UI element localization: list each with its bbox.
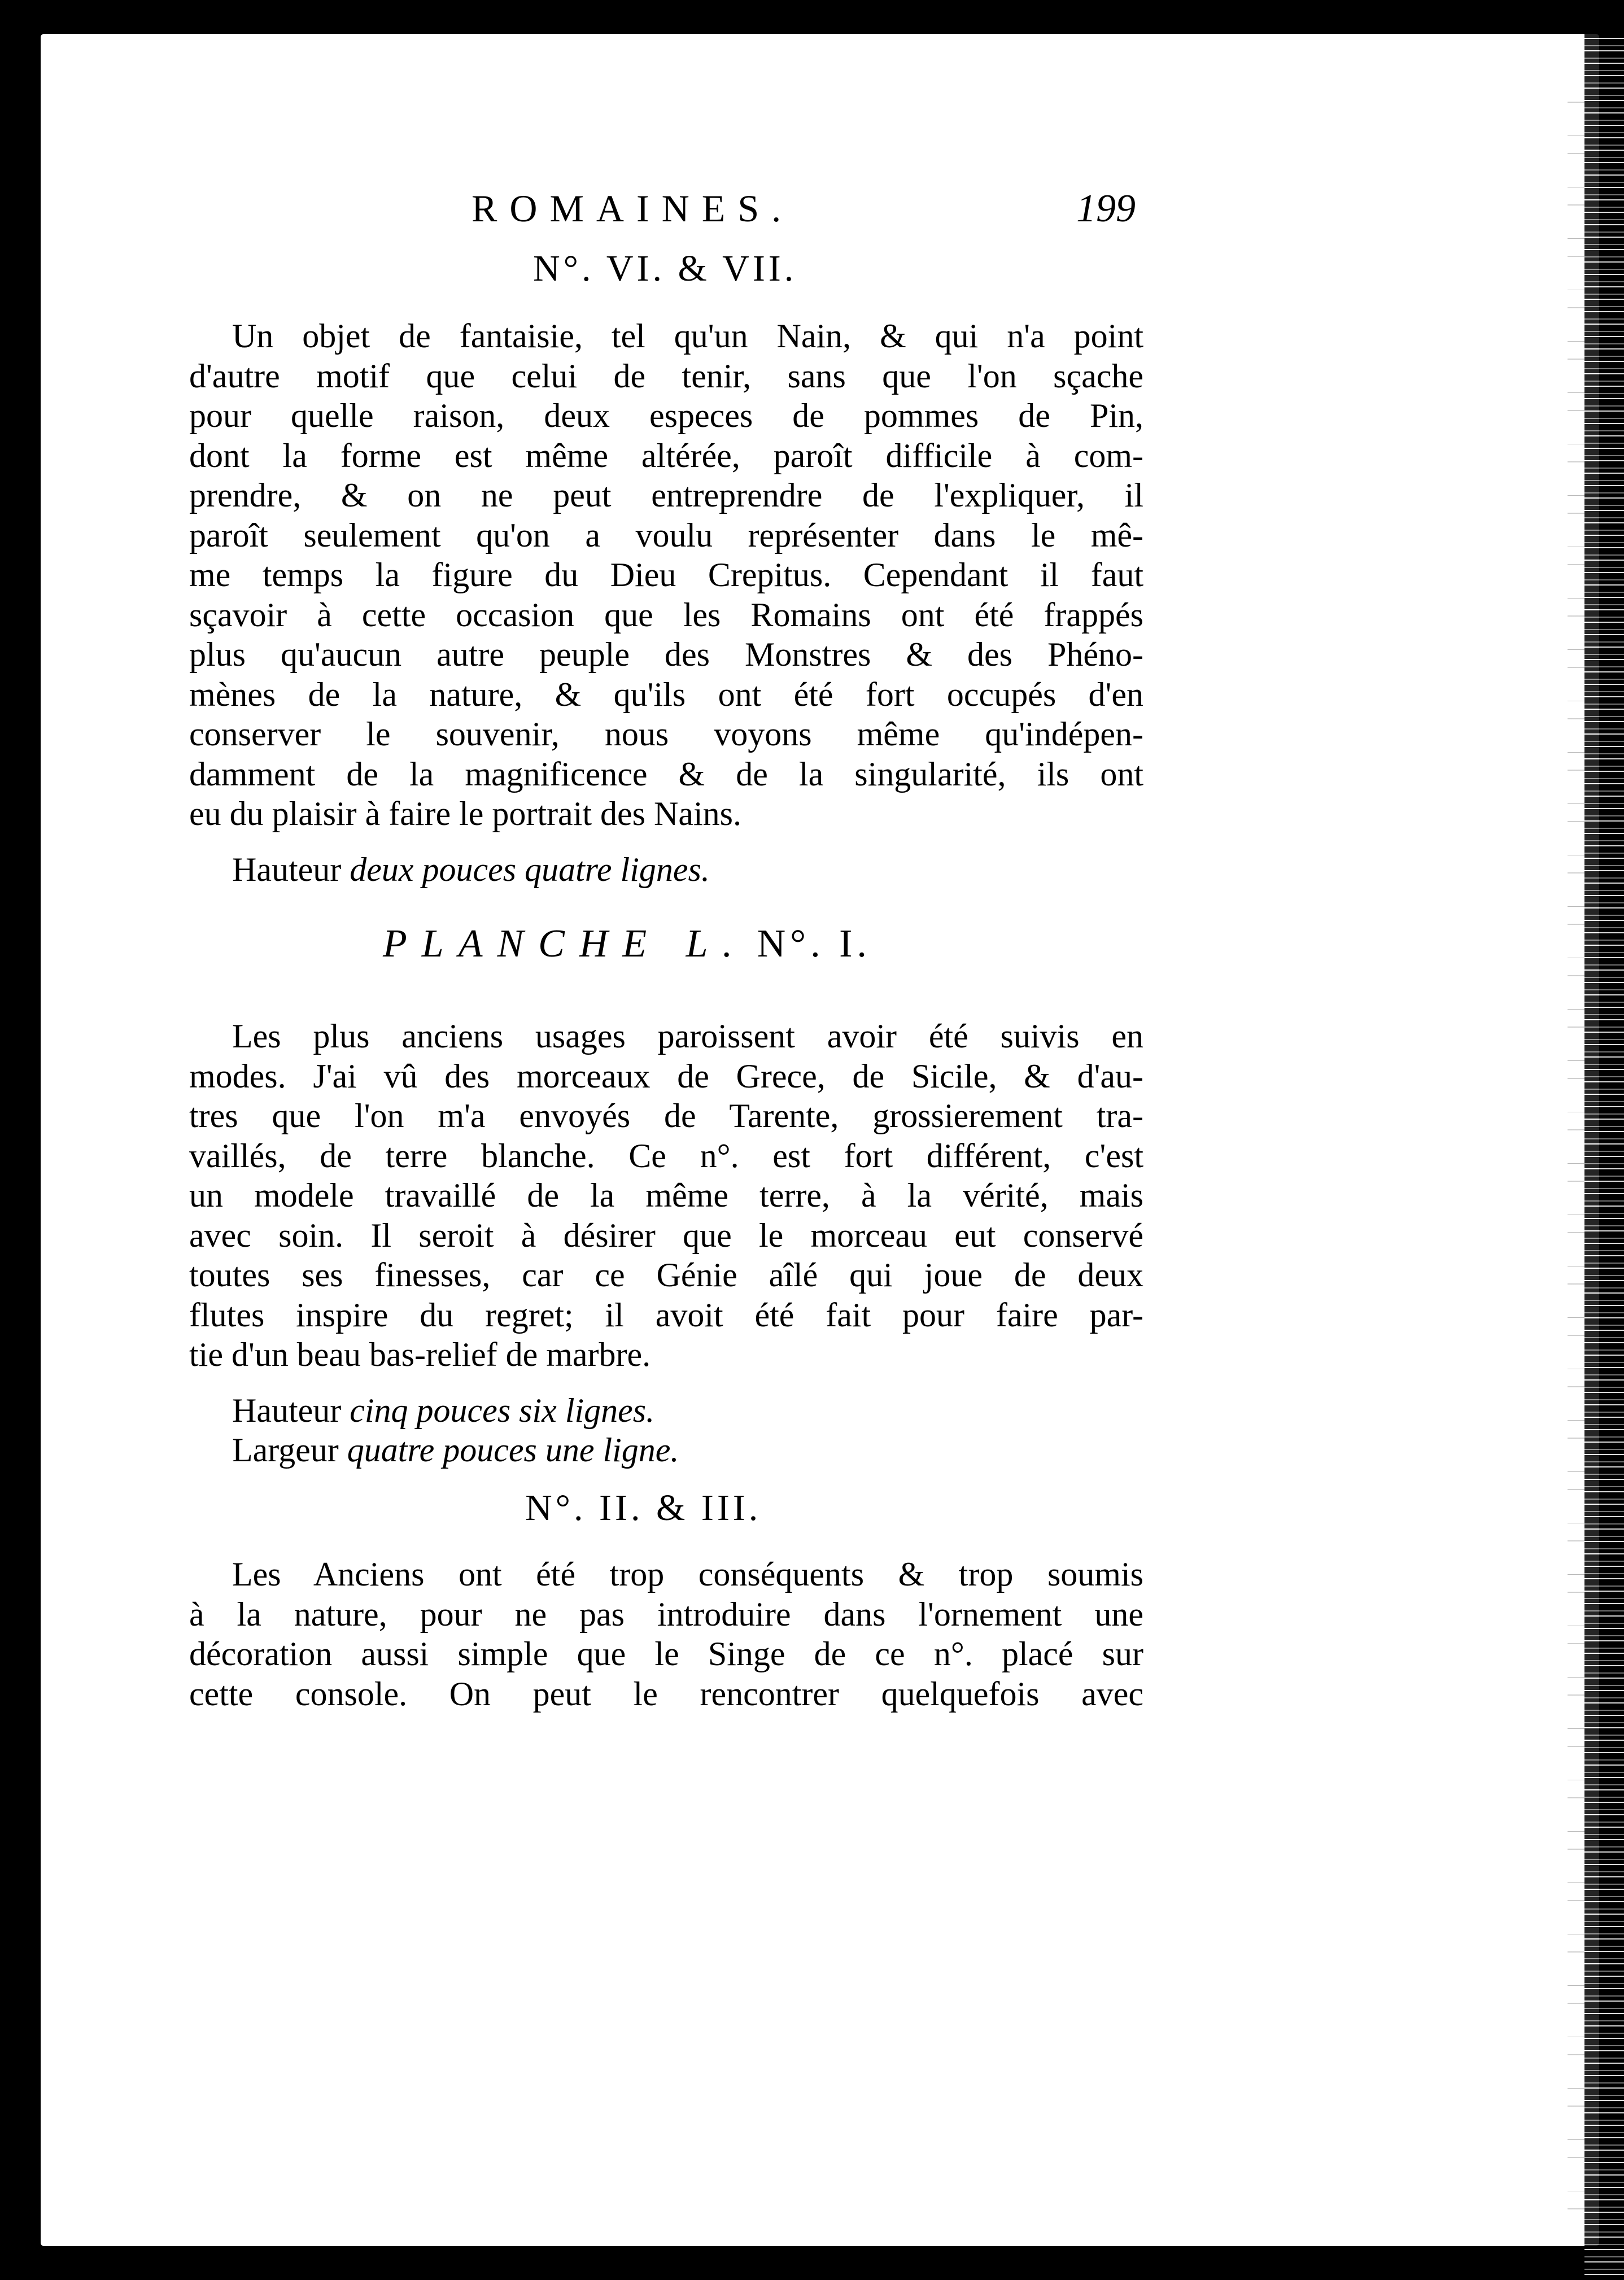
text-line: sçavoir à cette occasion que les Romains ont été frappés [189, 596, 1143, 634]
text-line: me temps la figure du Dieu Crepitus. Cependant il faut [189, 556, 1143, 593]
text-line: toutes ses finesses, car ce Génie aîlé qui joue de deux [189, 1256, 1143, 1294]
dimension-value: quatre pouces une ligne. [347, 1431, 679, 1469]
text-line: Un objet de fantaisie, tel qu'un Nain, & qui n'a point [232, 317, 1143, 355]
text-line: décoration aussi simple que le Singe de ce n°. placé sur [189, 1635, 1143, 1672]
text-line: paroît seulement qu'on a voulu représenter dans le mê- [189, 516, 1143, 554]
text-line: prendre, & on ne peut entreprendre de l'expliquer, il [189, 477, 1143, 514]
dimension-height [232, 850, 710, 890]
text-line: pour quelle raison, deux especes de pommes de Pin, [189, 397, 1143, 434]
running-title: ROMAINES. [472, 187, 794, 230]
text-line: dont la forme est même altérée, paroît difficile à com- [189, 436, 1143, 474]
paragraph [189, 316, 1143, 834]
text-line: flutes inspire du regret; il avoit été fait pour faire par- [189, 1296, 1143, 1334]
facing-page-edge [1568, 85, 1584, 2230]
text-line: eu du plaisir à faire le portrait des Nains. [189, 795, 741, 832]
dimension-width [232, 1430, 679, 1470]
scan-border-edge [1584, 34, 1624, 2280]
dimension-value: deux pouces quatre lignes. [350, 851, 710, 888]
text-line: Les plus anciens usages paroissent avoir été suivis en [232, 1017, 1143, 1055]
text-line: tie d'un beau bas-relief de marbre. [189, 1336, 651, 1373]
plate-heading [383, 921, 871, 967]
paragraph [189, 1016, 1143, 1375]
dimension-label: Hauteur [232, 851, 342, 888]
paragraph [189, 1554, 1143, 1714]
plate-number: N°. I. [757, 922, 871, 966]
text-line: mènes de la nature, & qu'ils ont été fort occupés d'en [189, 675, 1143, 713]
text-line: plus qu'aucun autre peuple des Monstres & des Phéno- [189, 636, 1143, 673]
text-line: modes. J'ai vû des morceaux de Grece, de Sicile, & d'au- [189, 1057, 1143, 1095]
plate-title: PLANCHE L. [383, 922, 748, 966]
section-heading: N°. VI. & VII. [533, 248, 797, 289]
dimension-height [232, 1391, 654, 1431]
text-line: à la nature, pour ne pas introduire dans l'ornement une [189, 1595, 1143, 1633]
text-line: d'autre motif que celui de tenir, sans que l'on sçache [189, 357, 1143, 395]
dimension-label: Hauteur [232, 1392, 342, 1429]
section-heading: N°. II. & III. [525, 1487, 762, 1528]
text-line: un modele travaillé de la même terre, à la vérité, mais [189, 1177, 1143, 1214]
text-line: tres que l'on m'a envoyés de Tarente, grossierement tra- [189, 1097, 1143, 1134]
dimension-value: cinq pouces six lignes. [350, 1392, 655, 1429]
dimension-label: Largeur [232, 1431, 339, 1469]
text-line: conserver le souvenir, nous voyons même qu'indépen- [189, 715, 1143, 753]
text-line: cette console. On peut le rencontrer quelquefois avec [189, 1675, 1143, 1713]
text-line: Les Anciens ont été trop conséquents & trop soumis [232, 1556, 1143, 1593]
page-number: 199 [1076, 187, 1136, 230]
text-line: avec soin. Il seroit à désirer que le morceau eut conservé [189, 1216, 1143, 1254]
text-line: vaillés, de terre blanche. Ce n°. est fort différent, c'est [189, 1137, 1143, 1174]
text-line: damment de la magnificence & de la singularité, ils ont [189, 755, 1143, 793]
